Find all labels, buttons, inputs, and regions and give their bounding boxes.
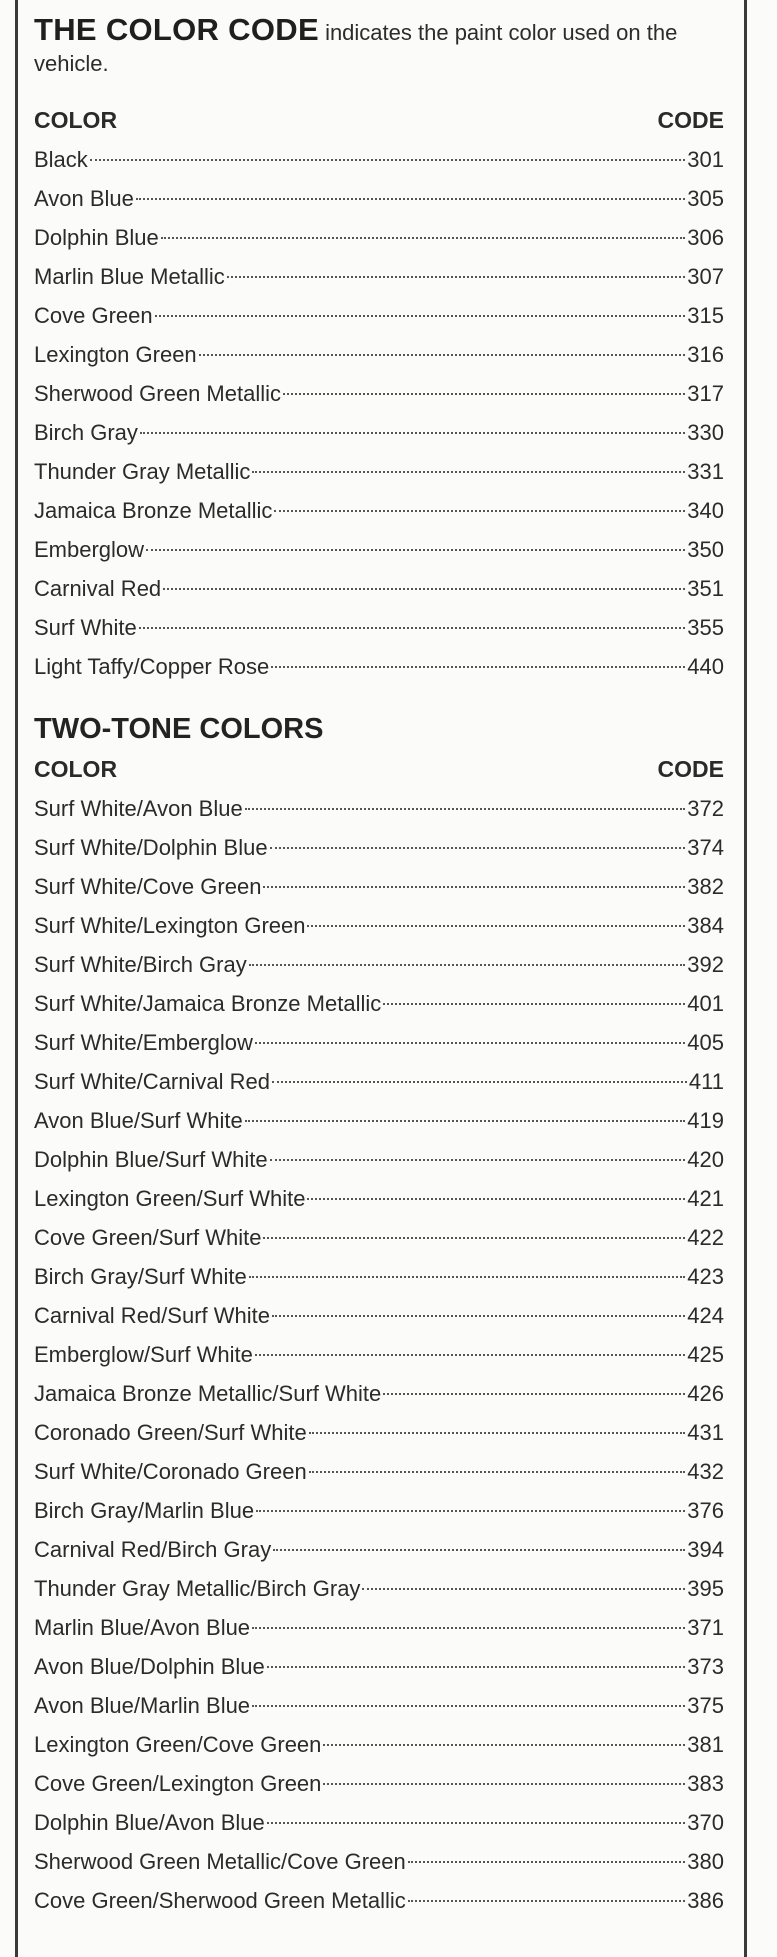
two-tone-colors-header <box>34 754 724 784</box>
color-name: Marlin Blue/Avon Blue <box>34 1615 251 1640</box>
paint-code: 316 <box>687 342 724 367</box>
color-code-row <box>34 1023 724 1062</box>
color-code-row <box>34 1413 724 1452</box>
color-name: Cove Green/Lexington Green <box>34 1771 322 1796</box>
dot-leader <box>163 588 685 590</box>
color-code-row <box>34 413 724 452</box>
dot-leader <box>283 393 685 395</box>
color-name: Emberglow/Surf White <box>34 1342 253 1367</box>
dot-leader <box>323 1783 685 1785</box>
color-code-row <box>34 569 724 608</box>
color-name: Birch Gray <box>34 420 138 445</box>
color-name: Birch Gray/Marlin Blue <box>34 1498 255 1523</box>
dot-leader <box>270 1159 686 1161</box>
dot-leader <box>161 237 686 239</box>
two-tone-colors-list <box>34 789 724 1920</box>
color-name: Surf White/Avon Blue <box>34 796 243 821</box>
color-name: Avon Blue/Marlin Blue <box>34 1693 251 1718</box>
dot-leader <box>256 1510 685 1512</box>
color-name: Lexington Green <box>34 342 197 367</box>
intro-text: indicates the paint color used on the vehicle. <box>34 20 678 76</box>
dot-leader <box>249 964 686 966</box>
paint-code: 405 <box>687 1030 724 1055</box>
paint-code: 425 <box>687 1342 724 1367</box>
color-code-row <box>34 335 724 374</box>
dot-leader <box>383 1003 685 1005</box>
dot-leader <box>273 1549 685 1551</box>
paint-code: 419 <box>687 1108 724 1133</box>
color-code-row <box>34 945 724 984</box>
color-name: Avon Blue <box>34 186 134 211</box>
color-name: Cove Green <box>34 303 153 328</box>
color-code-row <box>34 1803 724 1842</box>
color-code-row <box>34 1842 724 1881</box>
paint-code: 355 <box>687 615 724 640</box>
color-code-row <box>34 1452 724 1491</box>
solid-colors-header <box>34 105 724 135</box>
color-code-row <box>34 828 724 867</box>
dot-leader <box>249 1276 686 1278</box>
dot-leader <box>227 276 686 278</box>
color-code-row <box>34 374 724 413</box>
intro-paragraph <box>34 14 724 79</box>
paint-code: 372 <box>687 796 724 821</box>
color-code-row <box>34 1140 724 1179</box>
dot-leader <box>408 1861 686 1863</box>
color-code-row <box>34 1647 724 1686</box>
dot-leader <box>383 1393 685 1395</box>
paint-code: 386 <box>687 1888 724 1913</box>
dot-leader <box>272 1315 685 1317</box>
dot-leader <box>245 808 686 810</box>
paint-code: 301 <box>687 147 724 172</box>
color-column-header: COLOR <box>34 107 118 133</box>
paint-code: 440 <box>687 654 724 679</box>
paint-code: 381 <box>687 1732 724 1757</box>
color-name: Surf White/Birch Gray <box>34 952 247 977</box>
color-name: Sherwood Green Metallic/Cove Green <box>34 1849 406 1874</box>
dot-leader <box>274 510 685 512</box>
color-code-row <box>34 1608 724 1647</box>
color-name: Carnival Red/Surf White <box>34 1303 270 1328</box>
paint-code: 317 <box>687 381 724 406</box>
paint-code: 330 <box>687 420 724 445</box>
color-name: Lexington Green/Cove Green <box>34 1732 322 1757</box>
color-name: Surf White/Lexington Green <box>34 913 306 938</box>
color-code-row <box>34 1686 724 1725</box>
dot-leader <box>271 666 685 668</box>
color-name: Carnival Red/Birch Gray <box>34 1537 272 1562</box>
color-code-row <box>34 984 724 1023</box>
color-name: Emberglow <box>34 537 145 562</box>
dot-leader <box>252 471 685 473</box>
color-code-row <box>34 1257 724 1296</box>
color-code-row <box>34 1062 724 1101</box>
color-name: Marlin Blue Metallic <box>34 264 225 289</box>
dot-leader <box>263 886 685 888</box>
color-code-row <box>34 1218 724 1257</box>
color-name: Surf White/Coronado Green <box>34 1459 307 1484</box>
dot-leader <box>307 925 685 927</box>
code-column-header: CODE <box>657 107 724 133</box>
color-name: Jamaica Bronze Metallic/Surf White <box>34 1381 382 1406</box>
dot-leader <box>252 1705 685 1707</box>
dot-leader <box>252 1627 685 1629</box>
color-code-row <box>34 1881 724 1920</box>
color-name: Black <box>34 147 88 172</box>
left-border-rule <box>15 0 18 1957</box>
color-code-row <box>34 1296 724 1335</box>
color-code-row <box>34 1335 724 1374</box>
color-code-row <box>34 867 724 906</box>
color-name: Surf White/Emberglow <box>34 1030 253 1055</box>
dot-leader <box>323 1744 685 1746</box>
paint-code: 432 <box>687 1459 724 1484</box>
paint-code: 376 <box>687 1498 724 1523</box>
color-code-row <box>34 1179 724 1218</box>
paint-code: 307 <box>687 264 724 289</box>
color-name: Lexington Green/Surf White <box>34 1186 306 1211</box>
dot-leader <box>136 198 685 200</box>
dot-leader <box>263 1237 685 1239</box>
paint-code: 370 <box>687 1810 724 1835</box>
dot-leader <box>199 354 686 356</box>
color-code-row <box>34 1764 724 1803</box>
paint-code: 420 <box>687 1147 724 1172</box>
color-code-row <box>34 296 724 335</box>
dot-leader <box>267 1666 686 1668</box>
color-code-row <box>34 179 724 218</box>
color-name: Cove Green/Sherwood Green Metallic <box>34 1888 406 1913</box>
color-name: Carnival Red <box>34 576 162 601</box>
intro-title: THE COLOR CODE <box>34 12 319 47</box>
color-name: Light Taffy/Copper Rose <box>34 654 270 679</box>
dot-leader <box>309 1471 686 1473</box>
color-name: Dolphin Blue/Surf White <box>34 1147 268 1172</box>
paint-code: 395 <box>687 1576 724 1601</box>
dot-leader <box>140 432 685 434</box>
dot-leader <box>270 847 686 849</box>
color-code-row <box>34 530 724 569</box>
color-code-row <box>34 608 724 647</box>
color-code-row <box>34 218 724 257</box>
color-name: Thunder Gray Metallic/Birch Gray <box>34 1576 361 1601</box>
paint-code: 306 <box>687 225 724 250</box>
paint-code: 305 <box>687 186 724 211</box>
color-code-row <box>34 1374 724 1413</box>
dot-leader <box>272 1081 687 1083</box>
color-code-row <box>34 140 724 179</box>
right-border-rule <box>744 0 747 1957</box>
paint-code: 431 <box>687 1420 724 1445</box>
paint-code: 422 <box>687 1225 724 1250</box>
paint-code: 371 <box>687 1615 724 1640</box>
color-code-row <box>34 257 724 296</box>
dot-leader <box>307 1198 685 1200</box>
color-name: Cove Green/Surf White <box>34 1225 262 1250</box>
color-name: Dolphin Blue/Avon Blue <box>34 1810 265 1835</box>
dot-leader <box>90 159 685 161</box>
dot-leader <box>146 549 685 551</box>
color-name: Avon Blue/Dolphin Blue <box>34 1654 265 1679</box>
color-name: Jamaica Bronze Metallic <box>34 498 273 523</box>
color-code-row <box>34 1725 724 1764</box>
color-code-row <box>34 1569 724 1608</box>
color-name: Surf White/Cove Green <box>34 874 262 899</box>
paint-code: 426 <box>687 1381 724 1406</box>
paint-code: 384 <box>687 913 724 938</box>
paint-code: 375 <box>687 1693 724 1718</box>
color-code-row <box>34 647 724 686</box>
dot-leader <box>255 1354 685 1356</box>
dot-leader <box>362 1588 685 1590</box>
two-tone-section-title: TWO-TONE COLORS <box>34 713 324 745</box>
paint-code: 401 <box>687 991 724 1016</box>
color-name: Surf White/Carnival Red <box>34 1069 270 1094</box>
paint-code: 394 <box>687 1537 724 1562</box>
color-name: Coronado Green/Surf White <box>34 1420 307 1445</box>
paint-code: 392 <box>687 952 724 977</box>
paint-code: 351 <box>687 576 724 601</box>
dot-leader <box>267 1822 686 1824</box>
color-code-row <box>34 1101 724 1140</box>
dot-leader <box>245 1120 686 1122</box>
color-code-row <box>34 906 724 945</box>
dot-leader <box>155 315 686 317</box>
paint-code: 424 <box>687 1303 724 1328</box>
paint-code: 423 <box>687 1264 724 1289</box>
paint-code: 331 <box>687 459 724 484</box>
color-name: Surf White/Jamaica Bronze Metallic <box>34 991 382 1016</box>
dot-leader <box>408 1900 686 1902</box>
paint-code: 373 <box>687 1654 724 1679</box>
color-name: Avon Blue/Surf White <box>34 1108 243 1133</box>
color-code-row <box>34 1530 724 1569</box>
dot-leader <box>309 1432 686 1434</box>
color-code-row <box>34 491 724 530</box>
paint-code: 382 <box>687 874 724 899</box>
color-name: Thunder Gray Metallic <box>34 459 251 484</box>
color-code-row <box>34 1491 724 1530</box>
solid-colors-list <box>34 140 724 686</box>
dot-leader <box>139 627 686 629</box>
paint-code: 374 <box>687 835 724 860</box>
paint-code: 350 <box>687 537 724 562</box>
color-code-row <box>34 789 724 828</box>
paint-code: 383 <box>687 1771 724 1796</box>
color-code-panel <box>34 14 724 1920</box>
code-column-header: CODE <box>657 756 724 782</box>
color-column-header: COLOR <box>34 756 118 782</box>
paint-code: 421 <box>687 1186 724 1211</box>
paint-code: 340 <box>687 498 724 523</box>
paint-code: 315 <box>687 303 724 328</box>
color-name: Dolphin Blue <box>34 225 159 250</box>
dot-leader <box>255 1042 685 1044</box>
color-name: Birch Gray/Surf White <box>34 1264 247 1289</box>
paint-code: 411 <box>688 1069 724 1094</box>
color-name: Sherwood Green Metallic <box>34 381 282 406</box>
color-name: Surf White <box>34 615 137 640</box>
paint-code: 380 <box>687 1849 724 1874</box>
color-name: Surf White/Dolphin Blue <box>34 835 268 860</box>
color-code-row <box>34 452 724 491</box>
